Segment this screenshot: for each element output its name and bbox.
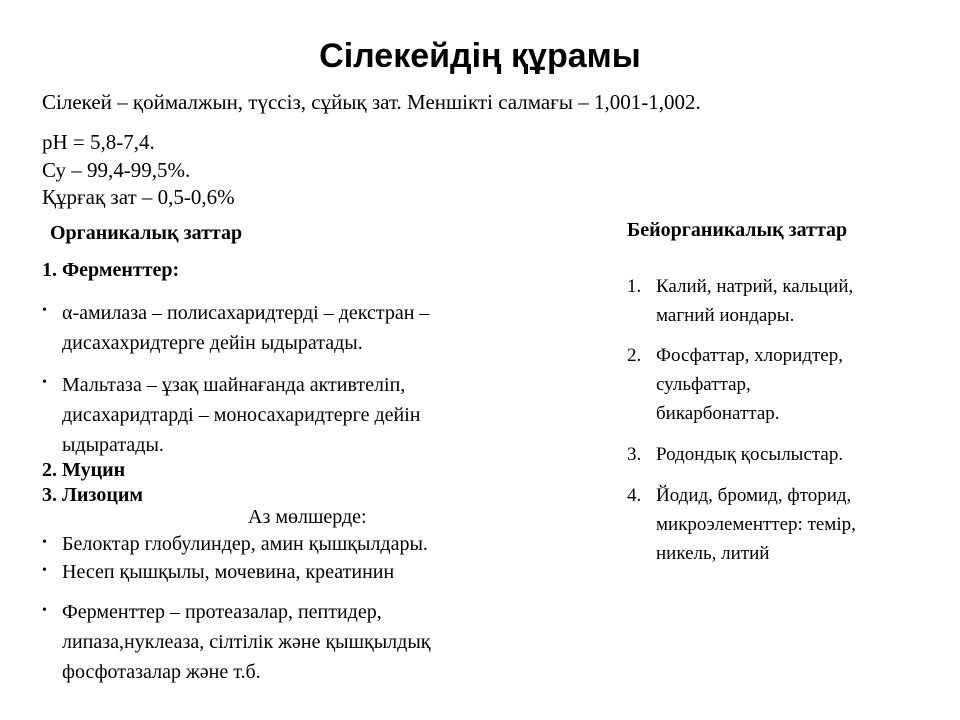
organic-heading: Органикалық заттар xyxy=(50,222,243,244)
intro-dry-matter: Құрғақ зат – 0,5-0,6% xyxy=(42,185,235,209)
maltase-line-3: ыдыратады. xyxy=(62,434,164,456)
amylase-line-1: α-амилаза – полисахаридтерді – декстран – xyxy=(62,302,430,324)
inorganic-item: Фосфаттар, хлоридтер, сульфаттар, бикарбонаттар. xyxy=(656,345,843,424)
small-amounts-label: Аз мөлшерде: xyxy=(248,506,367,528)
inorganic-item: Родондық қосылыстар. xyxy=(656,444,844,465)
maltase-line-1: Мальтаза – ұзақ шайнағанда активтеліп, xyxy=(62,374,406,396)
bullet-icon: • xyxy=(42,563,47,578)
enzymes-small-item xyxy=(62,597,430,687)
amylase-line-2: дисахахридтерге дейін ыдыратады. xyxy=(62,332,363,354)
enzymes-heading: 1. Ферменттер: xyxy=(42,259,180,281)
bullet-icon: • xyxy=(42,535,47,550)
enzymes-small-line-2: липаза,нуклеаза, сілтілік және қышқылдық xyxy=(62,631,431,653)
bullet-icon: • xyxy=(42,375,47,390)
bullet-icon: • xyxy=(42,603,47,618)
inorganic-item-number: 4. xyxy=(627,485,642,506)
alpha-symbol: α xyxy=(62,302,73,324)
inorganic-item-number: 1. xyxy=(627,276,642,297)
intro-ph: pH = 5,8-7,4. xyxy=(42,130,155,154)
maltase-item xyxy=(62,370,421,460)
inorganic-item-number: 2. xyxy=(627,345,642,366)
maltase-line-2: дисахаридтарді – моносахаридтерге дейін xyxy=(62,404,421,426)
intro-description: Сілекей – қоймалжын, түссіз, сұйық зат. Меншікті салмағы – 1,001-1,002. xyxy=(42,90,701,114)
inorganic-item-number: 3. xyxy=(627,444,642,465)
page-title: Сілекейдің құрамы xyxy=(319,37,641,75)
inorganic-item: Калий, натрий, кальций, магний иондары. xyxy=(656,276,854,326)
bullet-icon: • xyxy=(42,303,47,318)
urine-item: Несеп қышқылы, мочевина, креатинин xyxy=(62,561,395,583)
lysozyme-item: 3. Лизоцим xyxy=(42,484,144,506)
enzymes-small-line-3: фосфотазалар және т.б. xyxy=(62,661,261,683)
proteins-item: Белоктар глобулиндер, амин қышқылдары. xyxy=(62,533,428,555)
inorganic-item: Йодид, бромид, фторид, микроэлементтер: темір, никель, литий xyxy=(656,485,856,564)
amylase-item xyxy=(62,298,429,358)
enzymes-small-line-1: Ферменттер – протеазалар, пептидер, xyxy=(62,601,382,623)
mucin-item: 2. Муцин xyxy=(42,459,126,481)
inorganic-heading: Бейорганикалық заттар xyxy=(627,219,848,241)
intro-water: Су – 99,4-99,5%. xyxy=(42,158,191,182)
